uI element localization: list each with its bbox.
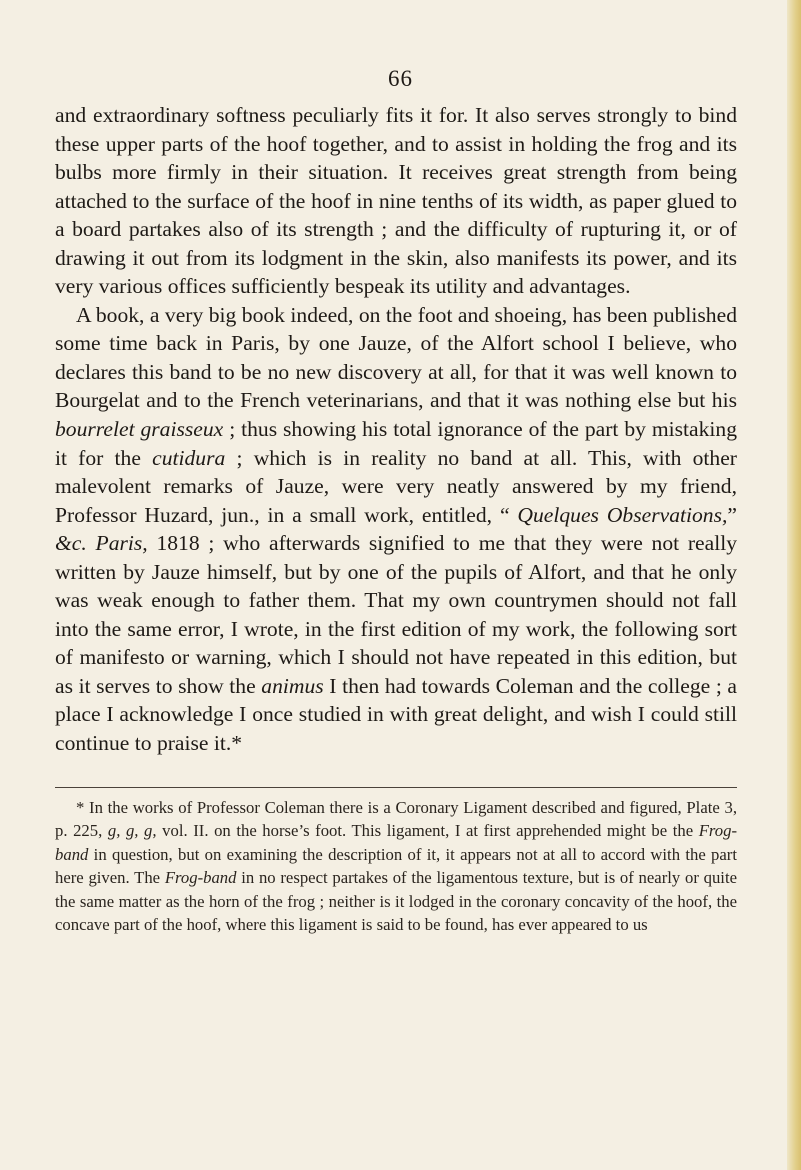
page-edge bbox=[787, 0, 801, 1170]
footnote-divider bbox=[55, 787, 737, 788]
text-segment: 1818 ; who afterwards signified to me that they were not really written by Jauze himself, but by one of the pupils of Alfort, and that he only was weak enough to father them. That my own countrymen should not fall into the same error, I wrote, in the first edition of my work, the following sort of manifesto or warning, which I should not have repeated in this edition, but as it serves to show the bbox=[55, 531, 738, 698]
text-segment: in no respect partakes of the ligamentous texture, but is of nearly or quite the same matter as the horn of the frog ; neither is it lodged in the coronary concavity of the hoof, the concave part of the hoof, where this ligament is said to be found, has ever appeared to us bbox=[55, 868, 737, 935]
body-text bbox=[55, 101, 737, 758]
italic-title: Quelques Observations, bbox=[517, 502, 728, 527]
text-segment: * In the works of Professor Coleman there is a Coronary Ligament described and figured, Plate 3, p. 225, bbox=[55, 798, 737, 841]
text-segment: ; thus showing his total ignorance of the part by mistaking it for the bbox=[55, 417, 738, 470]
italic-term: Frog-band bbox=[55, 821, 738, 864]
italic-term: Frog-band bbox=[164, 868, 237, 888]
text-segment: vol. II. on the horse’s foot. This ligament, I at first apprehended might be the bbox=[156, 821, 699, 841]
italic-term: g, g, g, bbox=[107, 821, 157, 841]
italic-term: animus bbox=[261, 673, 324, 698]
text-segment: I then had towards Coleman and the college ; a place I acknowledge I once studied in with great delight, and wish I could still continue to praise it.* bbox=[55, 673, 737, 756]
paragraph-2 bbox=[55, 301, 737, 758]
italic-term: &c. Paris, bbox=[55, 531, 148, 556]
text-segment: ” bbox=[727, 502, 737, 527]
text-segment: and extraordinary softness peculiarly fits it for. It also serves strongly to bind these upper parts of the hoof together, and to assist in holding the frog and its bulbs more firmly in their situation. It receives great strength from being attached to the surface of the hoof in nine tenths of its width, as paper glued to a board partakes also of its strength ; and the difficulty of rupturing it, or of drawing it out from its lodgment in the skin, also manifests its power, and its very various offices sufficiently bespeak its utility and advantages. bbox=[55, 103, 737, 299]
text-segment: ; which is in reality no band at all. This, with other malevolent remarks of Jauze, were very neatly answered by my friend, Professor Huzard, jun., in a small work, entitled, “ bbox=[55, 445, 737, 527]
italic-term: bourrelet graisseux bbox=[55, 417, 224, 442]
page-number: 66 bbox=[388, 66, 413, 91]
paragraph-1 bbox=[55, 101, 737, 301]
footnote bbox=[55, 796, 737, 936]
text-segment: A book, a very big book indeed, on the foot and shoeing, has been published some time back in Paris, by one Jauze, of the Alfort school I believe, who declares this band to be no new discovery at all, for that it was well known to Bourgelat and to the French veterinarians, and that it was nothing else but his bbox=[55, 302, 737, 413]
text-segment: in question, but on examining the description of it, it appears not at all to accord with the part here given. The bbox=[55, 844, 737, 888]
italic-term: cutidura bbox=[152, 445, 226, 470]
